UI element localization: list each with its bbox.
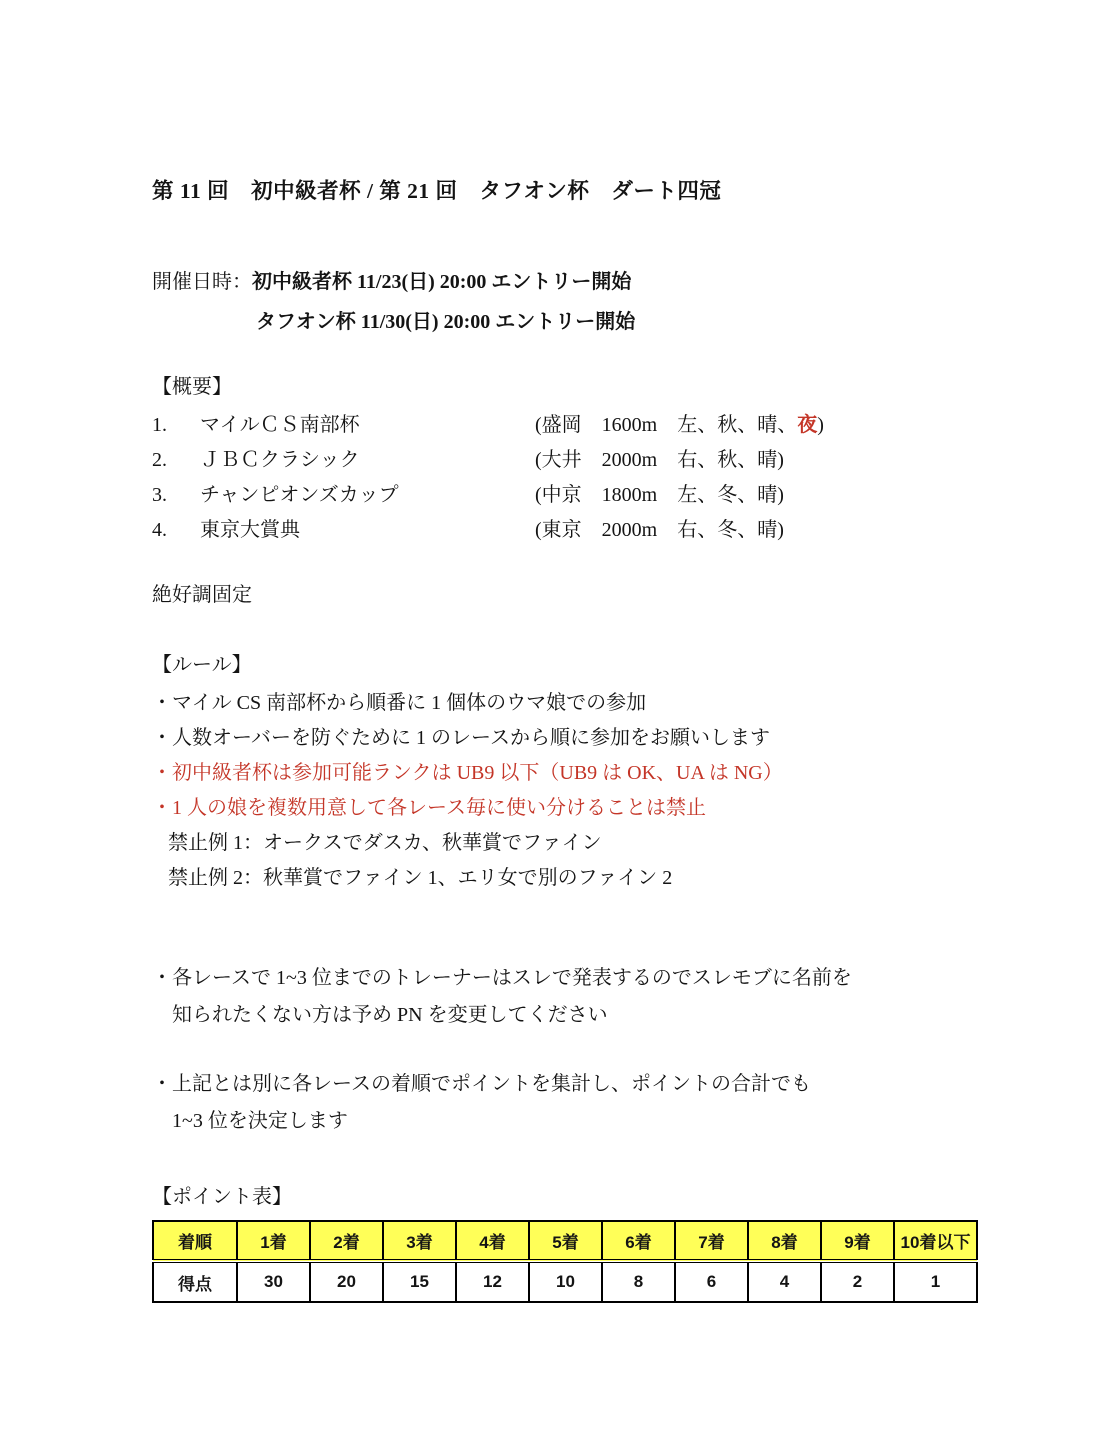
note-paragraph-announcement	[152, 960, 997, 1034]
points-header-cell: 5着	[529, 1221, 602, 1261]
race-row	[152, 478, 997, 513]
race-name: マイルＣＳ南部杯	[200, 414, 360, 436]
points-table-header-row	[153, 1221, 977, 1261]
race-name: ＪＢＣクラシック	[200, 449, 360, 471]
race-detail-night-highlight: 夜	[797, 414, 818, 436]
points-header-cell: 10着以下	[894, 1221, 977, 1261]
race-number: 4.	[152, 519, 167, 541]
points-header-cell: 8着	[748, 1221, 821, 1261]
rule-example-1: 禁止例 1：オークスでダスカ、秋華賞でファイン	[168, 832, 602, 854]
note-paragraph-points	[152, 1066, 997, 1140]
race-number: 2.	[152, 449, 167, 471]
race-detail: (大井 2000m 右、秋、晴)	[535, 449, 784, 471]
rules-list	[152, 686, 997, 896]
points-row-label: 得点	[153, 1261, 237, 1302]
points-table	[152, 1220, 978, 1303]
race-number: 3.	[152, 484, 167, 506]
note-line-continuation: 1~3 位を決定します	[172, 1110, 348, 1132]
race-name: 東京大賞典	[200, 519, 300, 541]
points-heading: 【ポイント表】	[152, 1186, 292, 1208]
race-detail-text: (盛岡 1600m 左、秋、晴、	[535, 414, 798, 436]
points-header-cell: 3着	[383, 1221, 456, 1261]
rule-item-duplicate-ban: ・1 人の娘を複数用意して各レース毎に使い分けることは禁止	[152, 797, 706, 819]
schedule-line-2	[152, 302, 997, 342]
race-number: 1.	[152, 414, 167, 436]
note-line-continuation: 知られたくない方は予め PN を変更してください	[172, 1004, 608, 1026]
race-detail: (中京 1800m 左、冬、晴)	[535, 484, 784, 506]
rule-item: ・人数オーバーを防ぐために 1 のレースから順に参加をお願いします	[152, 727, 770, 749]
points-value-cell: 30	[237, 1261, 310, 1302]
points-value-cell: 8	[602, 1261, 675, 1302]
schedule-entry-2: タフオン杯 11/30(日) 20:00 エントリー開始	[256, 311, 636, 333]
points-header-cell: 着順	[153, 1221, 237, 1261]
note-line: ・上記とは別に各レースの着順でポイントを集計し、ポイントの合計でも	[152, 1073, 811, 1095]
points-header-cell: 7着	[675, 1221, 748, 1261]
rules-heading: 【ルール】	[152, 654, 252, 676]
points-value-cell: 4	[748, 1261, 821, 1302]
race-detail-close: )	[817, 414, 824, 436]
points-header-cell: 9着	[821, 1221, 894, 1261]
points-header-cell: 2着	[310, 1221, 383, 1261]
rule-example-2: 禁止例 2：秋華賞でファイン 1、エリ女で別のファイン 2	[168, 867, 673, 889]
rule-item-rank-restriction: ・初中級者杯は参加可能ランクは UB9 以下（UB9 は OK、UA は NG）	[152, 762, 783, 784]
points-header-cell: 4着	[456, 1221, 529, 1261]
page-title: 第 11 回 初中級者杯 / 第 21 回 タフオン杯 ダート四冠	[152, 179, 722, 203]
points-header-cell: 1着	[237, 1221, 310, 1261]
schedule-entry-1: 初中級者杯 11/23(日) 20:00 エントリー開始	[252, 271, 632, 293]
note-line: ・各レースで 1~3 位までのトレーナーはスレで発表するのでスレモブに名前を	[152, 967, 852, 989]
schedule-line-1	[152, 262, 997, 302]
schedule-block	[152, 262, 997, 342]
schedule-label: 開催日時：	[152, 271, 252, 293]
points-value-cell: 6	[675, 1261, 748, 1302]
points-value-cell: 15	[383, 1261, 456, 1302]
race-name: チャンピオンズカップ	[200, 484, 399, 506]
condition-note: 絶好調固定	[152, 584, 252, 606]
points-value-cell: 1	[894, 1261, 977, 1302]
points-value-cell: 12	[456, 1261, 529, 1302]
points-value-cell: 10	[529, 1261, 602, 1302]
points-value-cell: 20	[310, 1261, 383, 1302]
points-table-value-row	[153, 1261, 977, 1302]
overview-heading: 【概要】	[152, 376, 232, 398]
points-header-cell: 6着	[602, 1221, 675, 1261]
race-row	[152, 443, 997, 478]
race-detail: (東京 2000m 右、冬、晴)	[535, 519, 784, 541]
race-row	[152, 408, 997, 443]
race-row	[152, 513, 997, 548]
points-value-cell: 2	[821, 1261, 894, 1302]
race-list	[152, 408, 997, 548]
race-detail	[535, 408, 997, 443]
rule-item: ・マイル CS 南部杯から順番に 1 個体のウマ娘での参加	[152, 692, 647, 714]
